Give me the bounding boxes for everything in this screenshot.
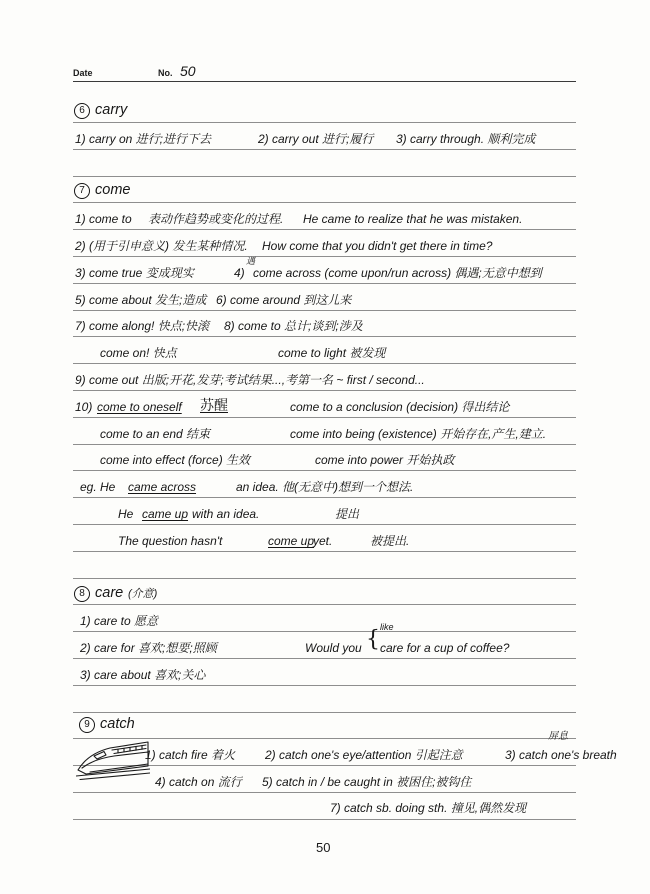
ruled-line	[73, 578, 576, 579]
ruled-line	[73, 202, 576, 203]
care-entry: 1) care to 愿意	[80, 614, 159, 628]
ruled-line	[73, 229, 576, 230]
catch-entry: 3) catch one's breath	[505, 748, 617, 762]
come-entry: come across (come upon/run across) 偶遇;无意中想到	[253, 266, 542, 280]
come-entry-meaning: 表动作趋势或变化的过程.	[148, 212, 284, 226]
section-title-carry: carry	[95, 102, 128, 118]
page-number-handwritten: 50	[180, 63, 196, 79]
example-meaning: 被提出.	[370, 534, 410, 548]
example-phrase-underlined: came up	[142, 507, 189, 521]
example-sentence: an idea. 他(无意中)想到一个想法.	[236, 480, 414, 494]
example-sentence: The question hasn't	[118, 534, 223, 548]
come-entry: 2) (用于引申意义) 发生某种情况.	[75, 239, 248, 253]
catch-entry: 4) catch on 流行	[155, 775, 242, 789]
example-phrase-underlined: come up	[268, 534, 315, 548]
ruled-line	[73, 363, 576, 364]
ruled-line	[73, 658, 576, 659]
come-entry: 7) come along! 快点;快滚	[75, 319, 210, 333]
come-entry-example: How come that you didn't get there in time?	[262, 239, 493, 253]
ruled-line	[73, 176, 576, 177]
ruled-line	[73, 310, 576, 311]
come-entry: come to a conclusion (decision) 得出结论	[290, 400, 510, 414]
ruled-line	[73, 390, 576, 391]
carry-item: 3) carry through. 顺利完成	[396, 132, 536, 146]
catch-entry: 7) catch sb. doing sth. 撞见,偶然发现	[330, 801, 527, 815]
catch-entry: 5) catch in / be caught in 被困住;被钩住	[262, 775, 472, 789]
come-entry: 3) come true 变成现实	[75, 266, 194, 280]
come-entry: 8) come to 总计;谈到;涉及	[224, 319, 363, 333]
example-meaning: 提出	[335, 507, 360, 521]
carry-item: 1) carry on 进行;进行下去	[75, 132, 212, 146]
ruled-line	[73, 336, 576, 337]
ruled-line	[73, 256, 576, 257]
ruled-line	[73, 551, 576, 552]
section-number-come: 7	[74, 183, 90, 199]
come-entry: come on! 快点	[100, 346, 177, 360]
ruled-line	[73, 122, 576, 123]
come-entry: 5) come about 发生;造成	[75, 293, 207, 307]
ruled-line	[73, 819, 576, 820]
come-entry-meaning-underlined: 苏醒	[200, 397, 228, 413]
example-phrase-underlined: came across	[128, 480, 197, 494]
ruled-line	[73, 283, 576, 284]
ruled-line	[73, 792, 576, 793]
example-sentence: He	[118, 507, 134, 521]
catch-entry-annotation: 屏息	[548, 731, 568, 742]
date-label: Date	[73, 68, 93, 78]
come-entry-label: 1) come to	[75, 212, 132, 226]
section-number-carry: 6	[74, 103, 90, 119]
number-label: No.	[158, 68, 173, 78]
ruled-line	[73, 685, 576, 686]
come-entry: 9) come out 出版;开花,发芽;考试结果...,考第一名 ~ first / second...	[75, 373, 425, 387]
come-entry-underlined: come to oneself	[97, 400, 182, 414]
ruled-line	[73, 417, 576, 418]
section-note-care: (介意)	[128, 588, 158, 600]
come-entry: 6) come around 到这儿来	[216, 293, 352, 307]
come-entry-number: 4)	[234, 266, 245, 280]
care-example: care for a cup of coffee?	[380, 641, 510, 655]
catch-entry: 1) catch fire 着火	[145, 748, 236, 762]
bullet-train-icon	[76, 736, 150, 780]
section-number-catch: 9	[79, 717, 95, 733]
ruled-line	[73, 497, 576, 498]
ruled-line	[73, 444, 576, 445]
section-title-care: care	[95, 585, 124, 601]
ruled-line	[73, 712, 576, 713]
come-entry: come into being (existence) 开始存在,产生,建立.	[290, 427, 547, 441]
ruled-line	[73, 604, 576, 605]
header-rule	[73, 81, 576, 82]
ruled-line	[73, 631, 576, 632]
come-entry: come to an end 结束	[100, 427, 211, 441]
catch-entry: 2) catch one's eye/attention 引起注意	[265, 748, 463, 762]
example-sentence: yet.	[313, 534, 333, 548]
example-sentence: with an idea.	[192, 507, 260, 521]
section-title-catch: catch	[100, 716, 135, 732]
come-entry-number: 10)	[75, 400, 93, 414]
carry-item: 2) carry out 进行;履行	[258, 132, 374, 146]
come-entry: come into power 开始执政	[315, 453, 455, 467]
come-entry: come to light 被发现	[278, 346, 386, 360]
example-sentence: eg. He	[80, 480, 116, 494]
ruled-line	[73, 470, 576, 471]
care-entry: 3) care about 喜欢;关心	[80, 668, 206, 682]
come-entry-annotation: 遇	[246, 256, 256, 266]
section-title-come: come	[95, 182, 131, 198]
page-number: 50	[316, 840, 331, 855]
brace-mark: {	[366, 627, 380, 652]
ruled-line	[73, 149, 576, 150]
come-entry: come into effect (force) 生效	[100, 453, 251, 467]
ruled-line	[73, 524, 576, 525]
care-example-alternative: like	[380, 622, 394, 632]
section-number-care: 8	[74, 586, 90, 602]
care-example: Would you	[305, 641, 362, 655]
care-entry: 2) care for 喜欢;想要;照顾	[80, 641, 217, 655]
come-entry-example: He came to realize that he was mistaken.	[303, 212, 523, 226]
